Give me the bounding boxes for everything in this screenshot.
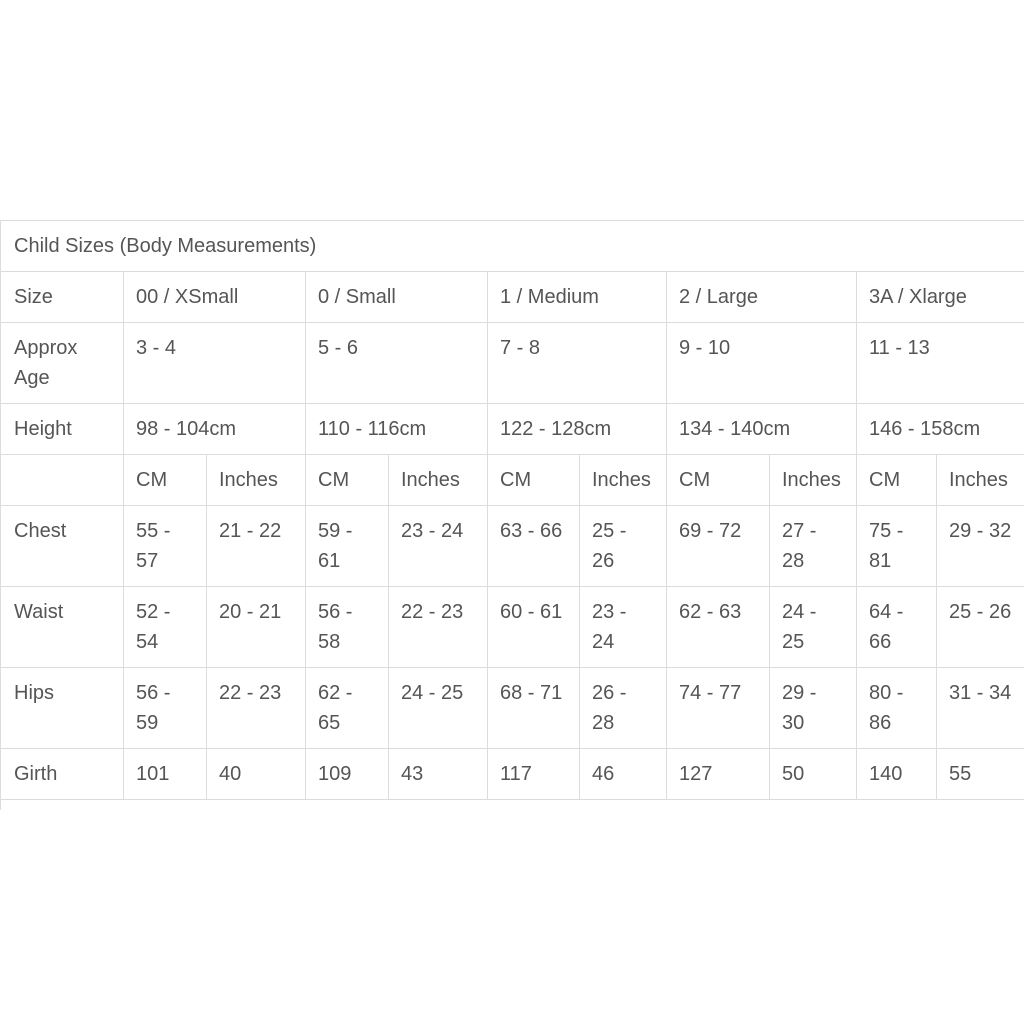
- girth-cm-cell: 140: [857, 749, 937, 800]
- age-cell: 3 - 4: [124, 323, 306, 404]
- girth-inches-cell: 43: [389, 749, 488, 800]
- table-tail-cell: [1, 800, 1024, 811]
- chest-cm-cell: 55 - 57: [124, 506, 207, 587]
- height-cell: 110 - 116cm: [306, 404, 488, 455]
- waist-inches-cell: 25 - 26: [937, 587, 1024, 668]
- girth-inches-cell: 40: [207, 749, 306, 800]
- chest-inches-cell: 27 - 28: [770, 506, 857, 587]
- girth-cm-cell: 101: [124, 749, 207, 800]
- table-row-units: [1, 455, 1024, 506]
- size-cell: 00 / XSmall: [124, 272, 306, 323]
- girth-inches-cell: 50: [770, 749, 857, 800]
- hips-inches-cell: 24 - 25: [389, 668, 488, 749]
- row-label-chest: Chest: [1, 506, 124, 587]
- chest-cm-cell: 75 - 81: [857, 506, 937, 587]
- waist-cm-cell: 60 - 61: [488, 587, 580, 668]
- unit-header-inches: Inches: [207, 455, 306, 506]
- chest-cm-cell: 69 - 72: [667, 506, 770, 587]
- waist-inches-cell: 20 - 21: [207, 587, 306, 668]
- table-row-chest: [1, 506, 1024, 587]
- unit-header-inches: Inches: [389, 455, 488, 506]
- chest-inches-cell: 23 - 24: [389, 506, 488, 587]
- waist-cm-cell: 56 - 58: [306, 587, 389, 668]
- table-row-size: [1, 272, 1024, 323]
- row-label-units: [1, 455, 124, 506]
- unit-header-cm: CM: [488, 455, 580, 506]
- size-cell: 1 / Medium: [488, 272, 667, 323]
- hips-inches-cell: 26 - 28: [580, 668, 667, 749]
- height-cell: 98 - 104cm: [124, 404, 306, 455]
- row-label-height: Height: [1, 404, 124, 455]
- chest-cm-cell: 63 - 66: [488, 506, 580, 587]
- hips-inches-cell: 31 - 34: [937, 668, 1024, 749]
- age-cell: 5 - 6: [306, 323, 488, 404]
- hips-inches-cell: 22 - 23: [207, 668, 306, 749]
- table-title-row: [1, 221, 1024, 272]
- row-label-hips: Hips: [1, 668, 124, 749]
- girth-inches-cell: 55: [937, 749, 1024, 800]
- waist-cm-cell: 52 - 54: [124, 587, 207, 668]
- waist-inches-cell: 24 - 25: [770, 587, 857, 668]
- unit-header-inches: Inches: [580, 455, 667, 506]
- hips-cm-cell: 74 - 77: [667, 668, 770, 749]
- waist-cm-cell: 62 - 63: [667, 587, 770, 668]
- age-cell: 11 - 13: [857, 323, 1024, 404]
- waist-inches-cell: 22 - 23: [389, 587, 488, 668]
- age-cell: 9 - 10: [667, 323, 857, 404]
- table-row-height: [1, 404, 1024, 455]
- row-label-age: Approx Age: [1, 323, 124, 404]
- table-title: Child Sizes (Body Measurements): [1, 221, 1024, 272]
- chest-cm-cell: 59 - 61: [306, 506, 389, 587]
- unit-header-inches: Inches: [937, 455, 1024, 506]
- size-cell: 3A / Xlarge: [857, 272, 1024, 323]
- height-cell: 122 - 128cm: [488, 404, 667, 455]
- unit-header-cm: CM: [306, 455, 389, 506]
- size-table: [0, 220, 1024, 810]
- height-cell: 146 - 158cm: [857, 404, 1024, 455]
- row-label-girth: Girth: [1, 749, 124, 800]
- size-cell: 0 / Small: [306, 272, 488, 323]
- unit-header-cm: CM: [667, 455, 770, 506]
- unit-header-cm: CM: [124, 455, 207, 506]
- unit-header-cm: CM: [857, 455, 937, 506]
- hips-inches-cell: 29 - 30: [770, 668, 857, 749]
- table-row-waist: [1, 587, 1024, 668]
- waist-inches-cell: 23 - 24: [580, 587, 667, 668]
- table-row-girth: [1, 749, 1024, 800]
- unit-header-inches: Inches: [770, 455, 857, 506]
- chest-inches-cell: 29 - 32: [937, 506, 1024, 587]
- girth-inches-cell: 46: [580, 749, 667, 800]
- hips-cm-cell: 68 - 71: [488, 668, 580, 749]
- hips-cm-cell: 56 - 59: [124, 668, 207, 749]
- table-tail-row: [1, 800, 1024, 811]
- girth-cm-cell: 127: [667, 749, 770, 800]
- table-row-hips: [1, 668, 1024, 749]
- table-row-age: [1, 323, 1024, 404]
- chest-inches-cell: 21 - 22: [207, 506, 306, 587]
- hips-cm-cell: 80 - 86: [857, 668, 937, 749]
- row-label-size: Size: [1, 272, 124, 323]
- size-cell: 2 / Large: [667, 272, 857, 323]
- size-chart: [0, 220, 1024, 810]
- chest-inches-cell: 25 - 26: [580, 506, 667, 587]
- girth-cm-cell: 109: [306, 749, 389, 800]
- girth-cm-cell: 117: [488, 749, 580, 800]
- age-cell: 7 - 8: [488, 323, 667, 404]
- height-cell: 134 - 140cm: [667, 404, 857, 455]
- hips-cm-cell: 62 - 65: [306, 668, 389, 749]
- waist-cm-cell: 64 - 66: [857, 587, 937, 668]
- row-label-waist: Waist: [1, 587, 124, 668]
